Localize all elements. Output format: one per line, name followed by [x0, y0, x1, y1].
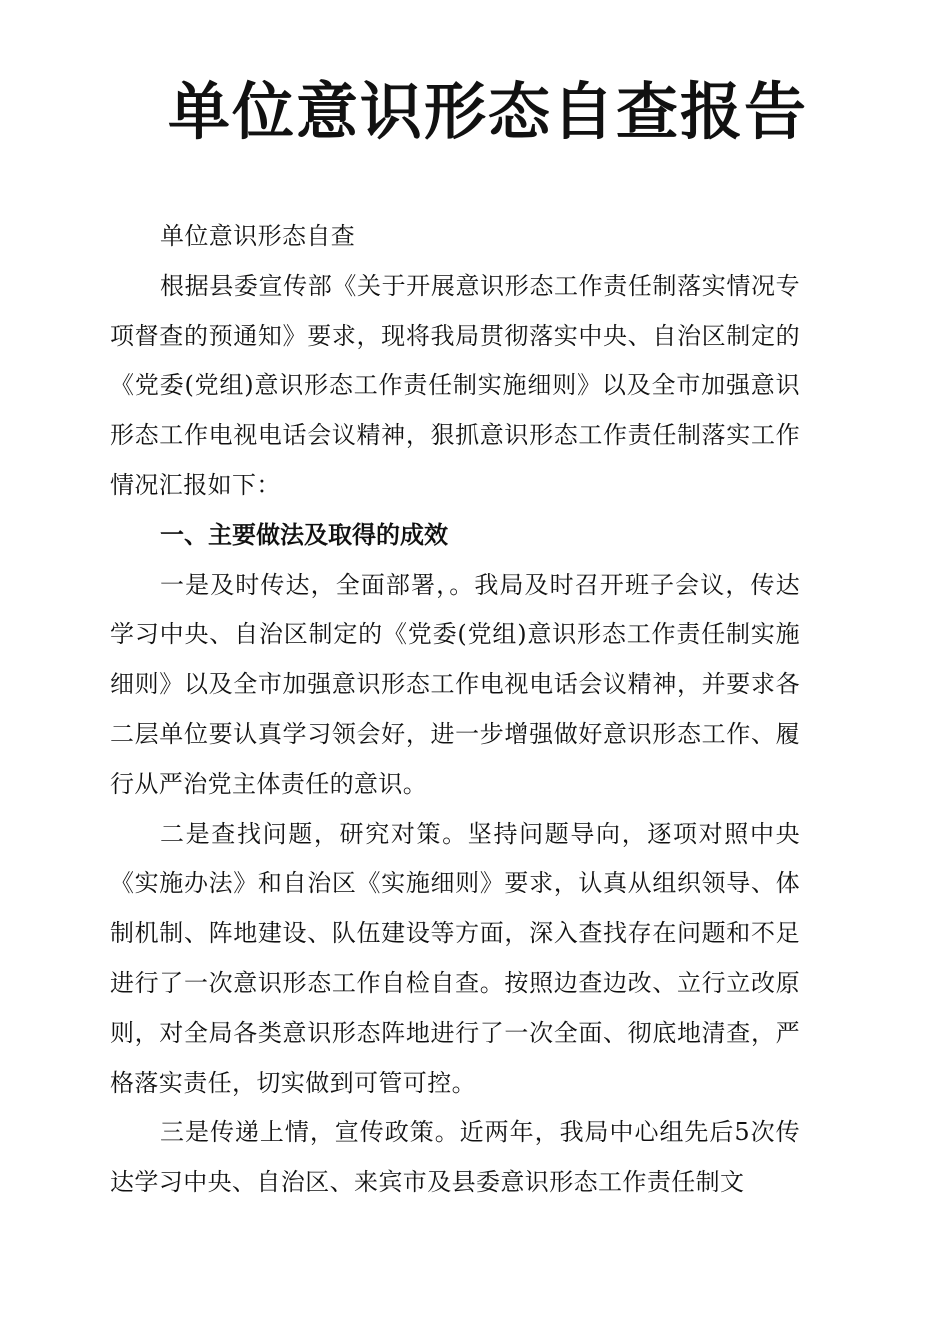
document-body	[110, 212, 800, 1208]
paragraph-point-one: 一是及时传达，全面部署，。我局及时召开班子会议，传达学习中央、自治区制定的《党委(党组)意识形态工作责任制实施细则》以及全市加强意识形态工作电视电话会议精神，并要求各二层单位要认真学习领会好，进一步增强做好意识形态工作、履行从严治党主体责任的意识。	[110, 570, 800, 798]
paragraph-point-three: 三是传递上情，宣传政策。近两年，我局中心组先后5次传达学习中央、自治区、来宾市及县委意识形态工作责任制文	[110, 1118, 800, 1197]
paragraph-intro-label: 单位意识形态自查	[160, 222, 356, 250]
document-title: 单位意识形态自查报告	[167, 75, 808, 148]
paragraph-point-two: 二是查找问题，研究对策。坚持问题导向，逐项对照中央《实施办法》和自治区《实施细则》要求，认真从组织领导、体制机制、阵地建设、队伍建设等方面，深入查找存在问题和不足进行了一次意识形态工作自检自查。按照边查边改、立行立改原则，对全局各类意识形态阵地进行了一次全面、彻底地清查，严格落实责任，切实做到可管可控。	[110, 819, 800, 1097]
section-heading-main-practices: 一、主要做法及取得的成效	[160, 520, 448, 549]
paragraph-preface: 根据县委宣传部《关于开展意识形态工作责任制落实情况专项督查的预通知》要求，现将我局贯彻落实中央、自治区制定的《党委(党组)意识形态工作责任制实施细则》以及全市加强意识形态工作电视电话会议精神，狠抓意识形态工作责任制落实工作情况汇报如下：	[110, 271, 800, 499]
